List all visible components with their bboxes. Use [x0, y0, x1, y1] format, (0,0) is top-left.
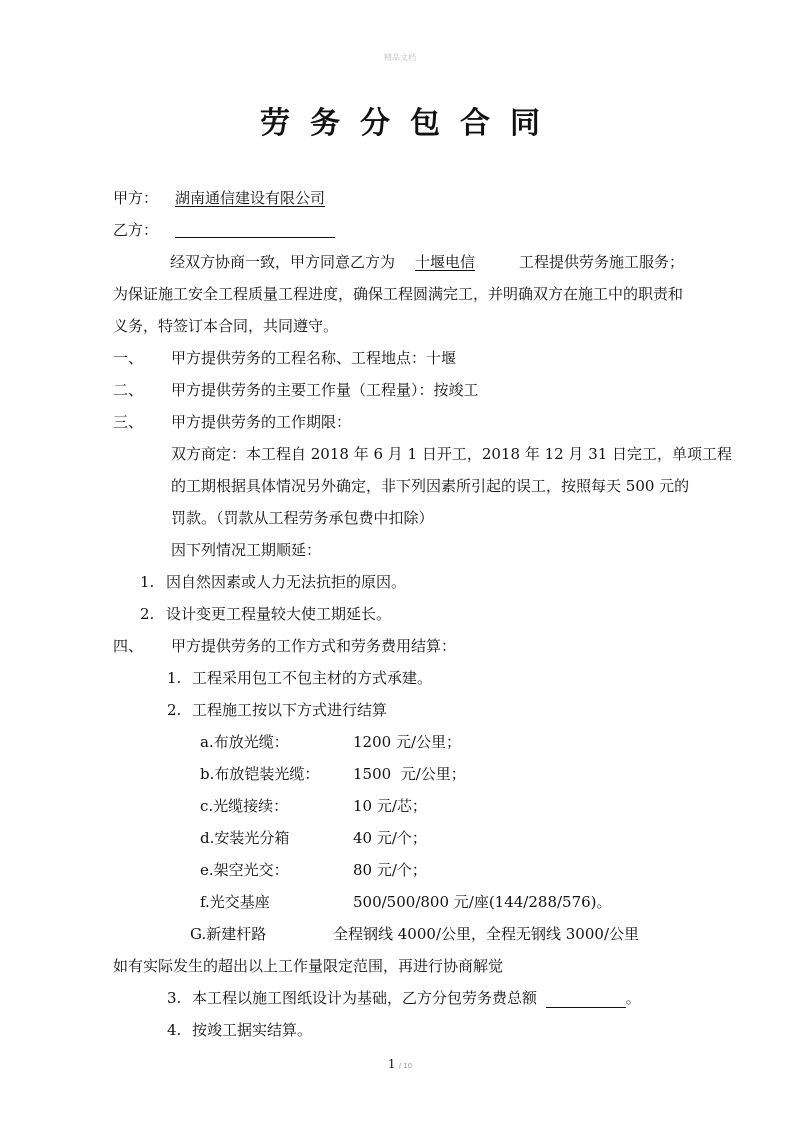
rate-item-b: b.布放铠装光缆：	[200, 765, 320, 783]
item-4-num: 4.	[167, 1021, 182, 1039]
section-2-num: 二、	[113, 381, 144, 399]
delay-1-num: 1.	[140, 573, 155, 591]
item-3-post: 。	[625, 989, 641, 1007]
rate-price-a: 1200 元/公里；	[353, 733, 461, 751]
rate-price-d: 40 元/个；	[353, 829, 427, 847]
section-1-num: 一、	[113, 349, 144, 367]
period-line-2: 的工期根据具体情况另外确定，非下列因素所引起的误工，按照每天 500 元的	[171, 477, 690, 495]
section-3-text: 甲方提供劳务的工作期限：	[171, 413, 352, 431]
item-3-pre: 本工程以施工图纸设计为基础，乙方分包劳务费总额	[192, 989, 538, 1007]
method-1-text: 工程采用包工不包主材的方式承建。	[192, 669, 433, 687]
section-4-text: 甲方提供劳务的工作方式和劳务费用结算：	[171, 637, 457, 655]
section-2-text: 甲方提供劳务的主要工作量（工程量）：按竣工	[171, 381, 479, 399]
item-4-text: 按竣工据实结算。	[192, 1021, 313, 1039]
header-watermark: 精品文档	[384, 53, 416, 62]
item-3-num: 3.	[167, 989, 182, 1007]
rate-price-f: 500/500/800 元/座(144/288/576)。	[353, 893, 612, 911]
party-b-label: 乙方：	[113, 221, 159, 239]
rate-item-c: c.光缆接续：	[200, 797, 289, 815]
rate-item-g: G.新建杆路	[190, 925, 267, 943]
section-3-num: 三、	[113, 413, 144, 431]
delay-2-num: 2.	[140, 605, 155, 623]
page-number: 1	[387, 1057, 396, 1071]
party-a-label: 甲方：	[113, 189, 159, 207]
rate-price-c: 10 元/芯；	[353, 797, 427, 815]
rate-item-e: e.架空光交：	[200, 861, 289, 879]
delay-intro: 因下列情况工期顺延：	[171, 541, 322, 559]
rate-price-e: 80 元/个；	[353, 861, 427, 879]
intro-post: 工程提供劳务施工服务；	[519, 253, 685, 271]
party-a-value: 湖南通信建设有限公司	[175, 189, 326, 207]
intro-line-3: 义务，特签订本合同，共同遵守。	[113, 317, 339, 335]
intro-line-2: 为保证施工安全工程质量工程进度，确保工程圆满完工，并明确双方在施工中的职责和	[113, 285, 684, 303]
method-1-num: 1.	[167, 669, 182, 687]
period-line-3: 罚款。（罚款从工程劳务承包费中扣除）	[171, 509, 434, 527]
rate-item-d: d.安装光分箱	[200, 829, 290, 847]
page-footer	[388, 1057, 412, 1071]
item-3-text	[192, 988, 641, 1008]
rate-price-g: 全程钢线 4000/公里，全程无钢线 3000/公里	[333, 925, 639, 943]
page-total: / 10	[398, 1062, 413, 1070]
overflow-note: 如有实际发生的超出以上工作量限定范围，再进行协商解觉	[113, 957, 504, 975]
intro-project: 十堰电信	[415, 253, 476, 271]
party-b-blank	[175, 218, 335, 238]
total-fee-blank	[546, 991, 626, 1008]
intro-pre: 经双方协商一致，甲方同意乙方为	[170, 253, 396, 271]
rate-item-f: f.光交基座	[200, 893, 270, 911]
method-2-num: 2.	[167, 701, 182, 719]
section-4-num: 四、	[113, 637, 144, 655]
period-line-1: 双方商定：本工程自 2018 年 6 月 1 日开工，2018 年 12 月 31 日完工，单项工程	[171, 445, 733, 463]
intro-line-1	[170, 252, 684, 272]
section-1-text: 甲方提供劳务的工程名称、工程地点：十堰	[171, 349, 457, 367]
document-title: 劳务分包合同	[260, 106, 560, 141]
method-2-text: 工程施工按以下方式进行结算	[192, 701, 388, 719]
delay-2-text: 设计变更工程量较大使工期延长。	[166, 605, 392, 623]
rate-price-b: 1500 元/公里；	[353, 765, 466, 783]
rate-item-a: a.布放光缆：	[200, 733, 289, 751]
delay-1-text: 因自然因素或人力无法抗拒的原因。	[166, 573, 407, 591]
